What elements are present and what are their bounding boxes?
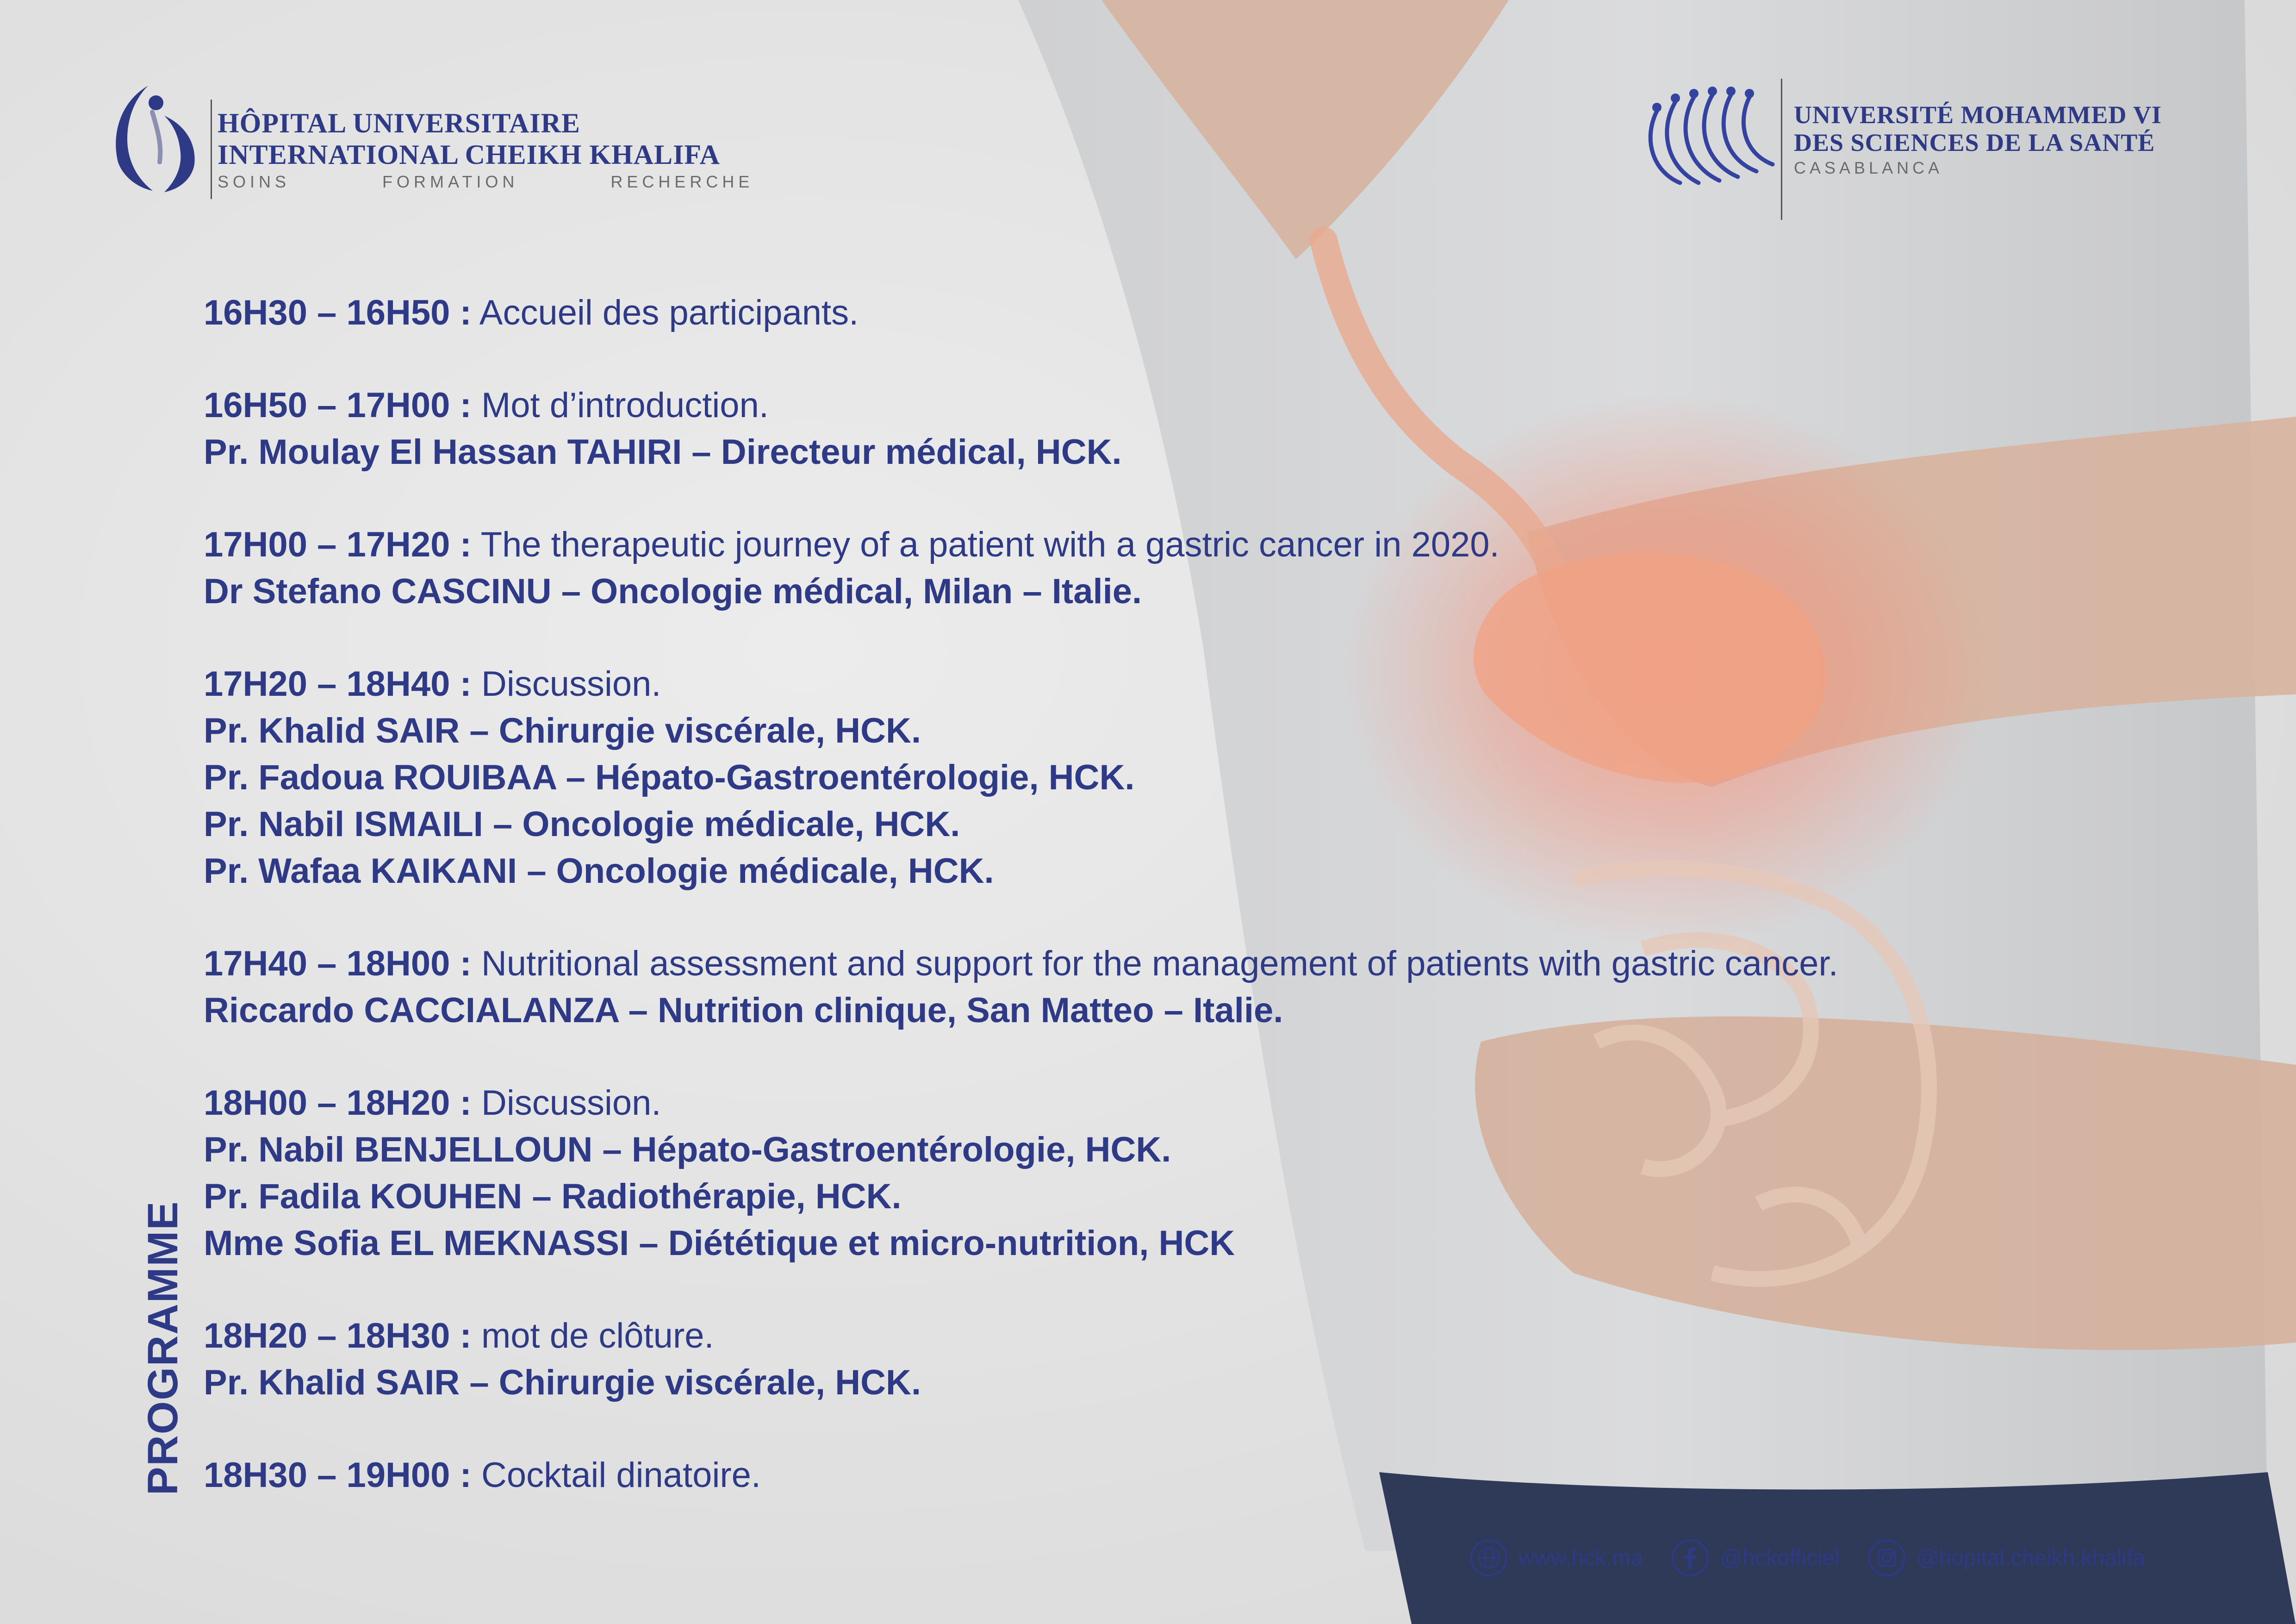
programme-schedule	[204, 289, 2194, 1544]
schedule-item	[204, 1080, 2194, 1267]
speaker-line: Pr. Fadila KOUHEN – Radiothérapie, HCK.	[204, 1177, 902, 1216]
schedule-headline	[204, 521, 2194, 568]
schedule-headline	[204, 1312, 2194, 1359]
session-time: 16H30 – 16H50 :	[204, 293, 472, 332]
schedule-headline	[204, 1080, 2194, 1126]
university-name	[1794, 101, 2162, 178]
programme-label: PROGRAMME	[139, 1200, 187, 1495]
speaker-line: Pr. Khalid SAIR – Chirurgie viscérale, HCK.	[204, 1363, 921, 1402]
website-text: www.hck.ma	[1518, 1545, 1643, 1570]
facebook-icon	[1671, 1538, 1710, 1577]
speaker-line: Pr. Nabil BENJELLOUN – Hépato-Gastroentérologie, HCK.	[204, 1130, 1171, 1169]
schedule-item	[204, 382, 2194, 475]
session-title: Cocktail dinatoire.	[471, 1455, 761, 1495]
schedule-item	[204, 1452, 2194, 1499]
speaker-line: Pr. Khalid SAIR – Chirurgie viscérale, HCK.	[204, 711, 921, 750]
hospital-name-line2: INTERNATIONAL CHEIKH KHALIFA	[218, 139, 720, 170]
session-time: 17H00 – 17H20 :	[204, 525, 472, 564]
speaker-line: Pr. Fadoua ROUIBAA – Hépato-Gastroentérologie, HCK.	[204, 758, 1135, 797]
speaker-line: Dr Stefano CASCINU – Oncologie médical, Milan – Italie.	[204, 572, 1142, 611]
university-divider	[1781, 79, 1782, 220]
schedule-headline	[204, 289, 2194, 336]
hospital-divider	[211, 100, 212, 199]
hck-crescent-logo-icon	[104, 74, 211, 194]
session-time: 17H40 – 18H00 :	[204, 944, 472, 983]
schedule-headline	[204, 661, 2194, 707]
session-title: mot de clôture.	[471, 1316, 714, 1355]
schedule-headline	[204, 940, 2194, 987]
schedule-item	[204, 521, 2194, 615]
session-time: 18H30 – 19H00 :	[204, 1455, 472, 1495]
instagram-icon	[1867, 1538, 1906, 1577]
facebook-link[interactable]	[1671, 1538, 1840, 1577]
instagram-text: @hopital.cheikh.khalifa	[1916, 1545, 2146, 1570]
session-time: 17H20 – 18H40 :	[204, 664, 472, 704]
website-link[interactable]	[1469, 1538, 1643, 1577]
hospital-name	[218, 107, 753, 192]
hospital-tagline: SOINS FORMATION RECHERCHE	[218, 172, 754, 191]
session-title: Accueil des participants.	[471, 293, 859, 332]
footer-contacts	[1469, 1535, 2173, 1581]
session-time: 16H50 – 17H00 :	[204, 386, 472, 425]
university-name-line1: UNIVERSITÉ MOHAMMED VI	[1794, 101, 2162, 129]
schedule-item	[204, 289, 2194, 336]
speaker-line: Mme Sofia EL MEKNASSI – Diététique et micro-nutrition, HCK	[204, 1224, 1235, 1263]
schedule-headline	[204, 1452, 2194, 1499]
session-title: Mot d’introduction.	[471, 386, 769, 425]
schedule-item	[204, 940, 2194, 1034]
session-title: The therapeutic journey of a patient with a gastric cancer in 2020.	[471, 525, 1500, 564]
schedule-headline	[204, 382, 2194, 429]
schedule-item	[204, 1312, 2194, 1406]
schedule-item	[204, 661, 2194, 894]
hospital-name-line1: HÔPITAL UNIVERSITAIRE	[218, 108, 580, 138]
speaker-line: Riccardo CACCIALANZA – Nutrition clinique, San Matteo – Italie.	[204, 991, 1283, 1030]
um6ss-arcs-logo-icon	[1638, 79, 1786, 190]
university-city: CASABLANCA	[1794, 158, 1943, 177]
session-time: 18H00 – 18H20 :	[204, 1083, 472, 1123]
session-title: Discussion.	[471, 1083, 661, 1123]
session-title: Nutritional assessment and support for the management of patients with gastric cancer.	[471, 944, 1838, 983]
instagram-link[interactable]	[1867, 1538, 2145, 1577]
globe-icon	[1469, 1538, 1508, 1577]
facebook-text: @hckofficiel	[1720, 1545, 1840, 1570]
speaker-line: Pr. Nabil ISMAILI – Oncologie médicale, HCK.	[204, 805, 960, 844]
university-name-line2: DES SCIENCES DE LA SANTÉ	[1794, 129, 2155, 156]
speaker-line: Pr. Wafaa KAIKANI – Oncologie médicale, HCK.	[204, 851, 994, 891]
speaker-line: Pr. Moulay El Hassan TAHIRI – Directeur médical, HCK.	[204, 432, 1122, 472]
session-time: 18H20 – 18H30 :	[204, 1316, 472, 1355]
session-title: Discussion.	[471, 664, 661, 704]
